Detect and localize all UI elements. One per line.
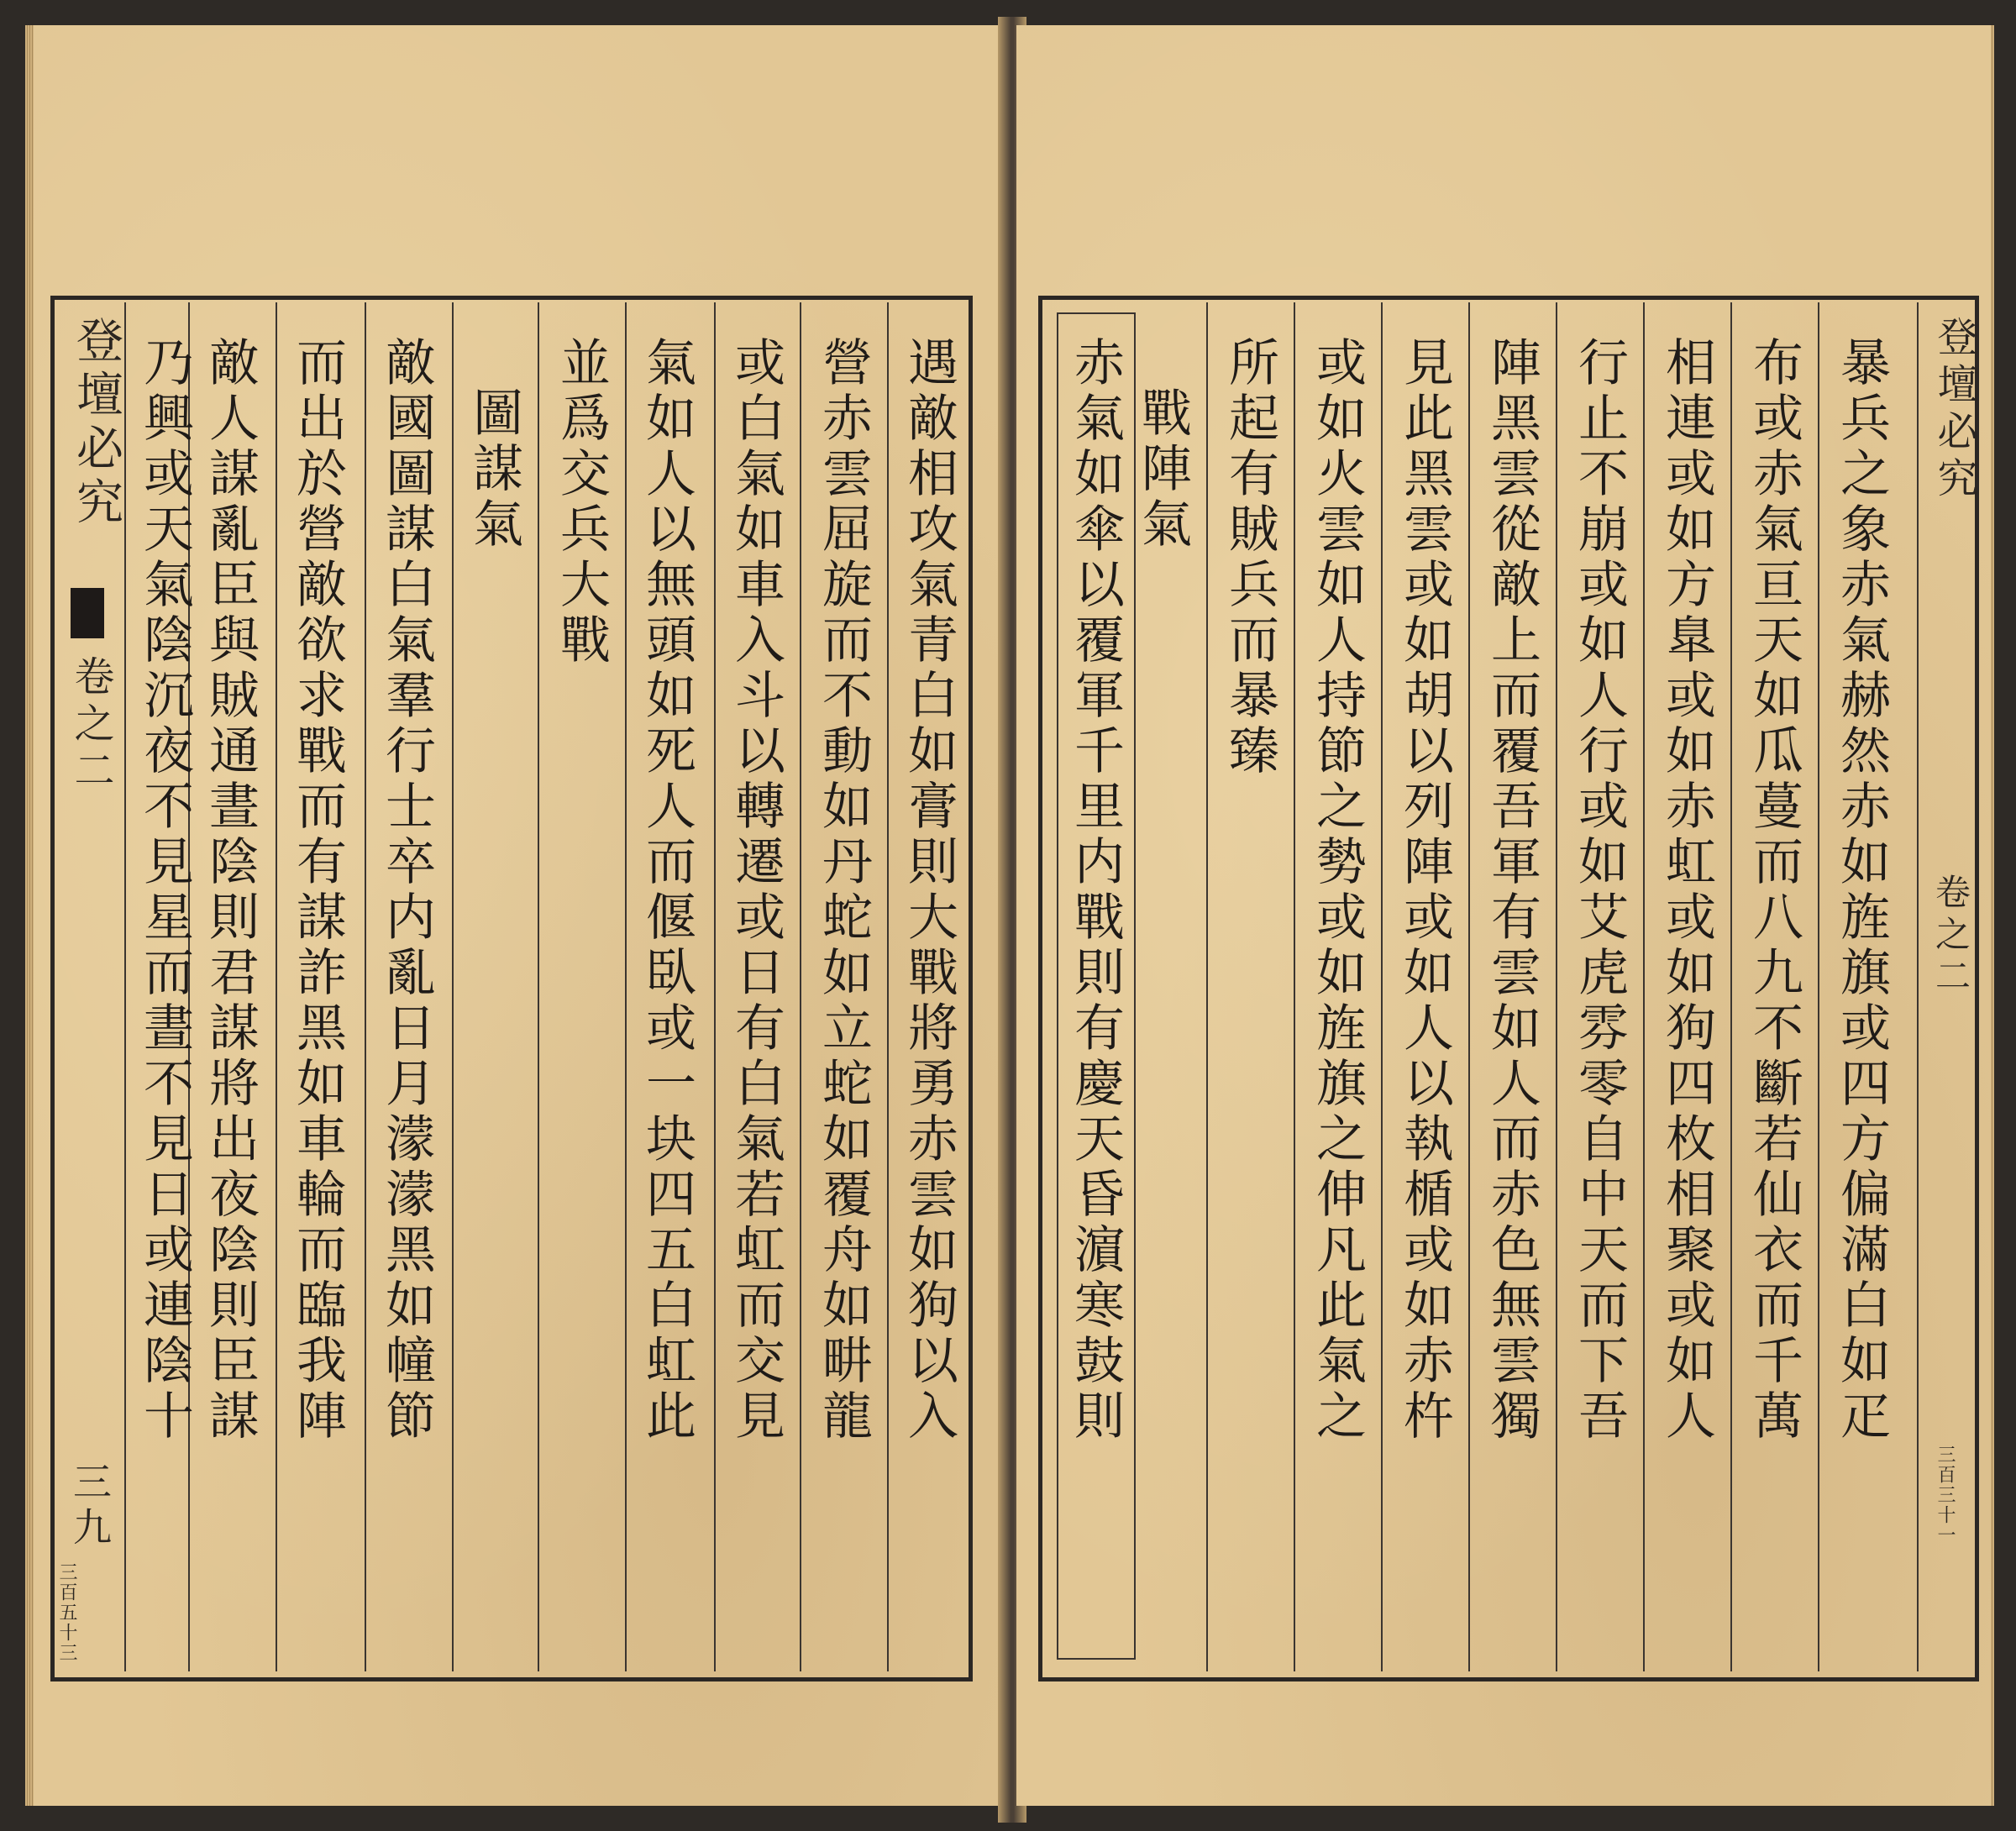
right-column-rule <box>1294 302 1295 1671</box>
left-margin-page-count: 三百五十三 <box>56 1562 77 1663</box>
right-text-column-7: 或如火雲如人持節之勢或如旌旗之伸凡此氣之 <box>1308 336 1367 1445</box>
right-margin-title: 登壇必究 <box>1930 316 1977 504</box>
left-column-rule <box>538 302 539 1671</box>
left-text-column-8: 而出於營敵欲求戰而有謀詐黑如車輪而臨我陣 <box>288 336 347 1445</box>
left-column-rule <box>625 302 627 1671</box>
right-column-rule <box>1818 302 1819 1671</box>
right-text-column-10: 赤氣如傘以覆軍千里内戰則有慶天昏濵寒鼓則 <box>1066 336 1125 1445</box>
right-text-column-3: 相連或如方臯或如赤虹或如狗四枚相聚或如人 <box>1657 336 1716 1445</box>
right-section-heading: 戰陣氣 <box>1133 386 1192 553</box>
right-text-column-6: 見此黑雲或如胡以列陣或如人以執楯或如赤杵 <box>1395 336 1454 1445</box>
left-section-heading: 圖謀氣 <box>465 386 523 553</box>
left-text-column-4: 氣如人以無頭如死人而偃臥或一块四五白虹此 <box>638 336 696 1445</box>
right-text-column-5: 陣黑雲從敵上而覆吾軍有雲如人而赤色無雲獨 <box>1483 336 1541 1445</box>
left-margin-title: 登壇必究 <box>69 316 123 531</box>
right-column-rule <box>1730 302 1732 1671</box>
right-column-rule <box>1381 302 1383 1671</box>
left-column-rule <box>452 302 454 1671</box>
left-text-column-5: 並爲交兵大戰 <box>552 336 611 669</box>
left-text-column-10: 乃興或天氣陰沉夜不見星而晝不見日或連陰十 <box>135 336 194 1445</box>
right-margin-volume: 卷之二 <box>1930 874 1971 999</box>
right-margin-page-count: 三百三十一 <box>1935 1445 1956 1545</box>
left-text-column-7: 敵國圖謀白氣羣行士卒内亂日月濛濛黑如幢節 <box>377 336 436 1445</box>
right-column-rule <box>1643 302 1645 1671</box>
left-column-rule <box>365 302 366 1671</box>
left-column-rule <box>887 302 889 1671</box>
left-text-column-9: 敵人謀亂臣與賊通晝陰則君謀將出夜陰則臣謀 <box>201 336 260 1445</box>
left-column-rule <box>714 302 716 1671</box>
right-text-column-4: 行止不崩或如人行或如艾虎雰零自中天而下吾 <box>1570 336 1629 1445</box>
right-text-column-2: 布或赤氣亘天如瓜蔓而八九不斷若仙衣而千萬 <box>1745 336 1803 1445</box>
right-text-column-8: 所起有賊兵而暴臻 <box>1221 336 1279 779</box>
right-column-rule <box>1206 302 1208 1671</box>
left-text-column-1: 遇敵相攻氣青白如膏則大戰將勇赤雲如狗以入 <box>900 336 958 1445</box>
right-margin-rule <box>1917 302 1919 1671</box>
right-column-rule <box>1556 302 1557 1671</box>
left-margin-volume: 卷之二 <box>67 655 114 796</box>
right-column-rule <box>1468 302 1470 1671</box>
left-text-column-2: 營赤雲屈旋而不動如丹蛇如立蛇如覆舟如畊龍 <box>814 336 873 1445</box>
left-column-rule <box>276 302 277 1671</box>
left-text-column-3: 或白氣如車入斗以轉遷或日有白氣若虹而交見 <box>727 336 785 1445</box>
right-text-column-1: 暴兵之象赤氣赫然赤如旌旗或四方偏滿白如疋 <box>1832 336 1891 1445</box>
left-fishtail-mark <box>71 588 104 638</box>
left-margin-leaf: 三九 <box>67 1461 113 1552</box>
left-column-rule <box>800 302 801 1671</box>
